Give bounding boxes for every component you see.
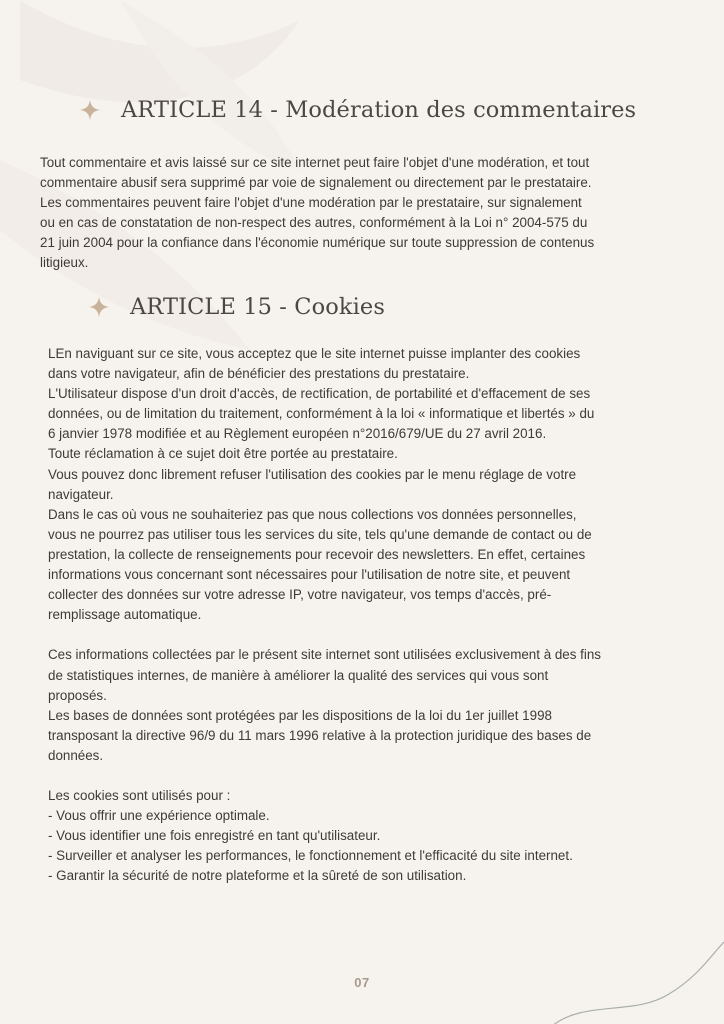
text-line: Toute réclamation à ce sujet doit être portée au prestataire. — [48, 446, 398, 462]
text-line: Tout commentaire et avis laissé sur ce site internet peut faire l'objet d'une modération, et tout — [40, 155, 590, 170]
text-line: collecter des données sur votre adresse IP, votre navigateur, vos temps d'accès, pré- — [48, 587, 552, 603]
text-line: vous ne pourrez pas utiliser tous les services du site, tels qu'une demande de contact ou de — [48, 526, 592, 542]
text-line: Les commentaires peuvent faire l'objet d'une modération par le prestataire, sur signalement — [40, 195, 582, 211]
text-line: 21 juin 2004 pour la confiance dans l'économie numérique sur toute suppression de contenus — [40, 235, 595, 251]
text-line: Ces informations collectées par le présent site internet sont utilisées exclusivement à des fins — [48, 647, 602, 663]
text-line: - Vous identifier une fois enregistré en tant qu'utilisateur. — [48, 828, 381, 844]
text-line: données, ou de limitation du traitement, conformément à la loi « informatique et libertés » du — [48, 406, 595, 422]
text-line: commentaire abusif sera supprimé par voie de signalement ou directement par le prestataire. — [40, 175, 592, 191]
article-15-body — [48, 344, 688, 887]
text-line: L'Utilisateur dispose d'un droit d'accès, de rectification, de portabilité et d'effacement de ses — [48, 386, 591, 402]
text-line: Les bases de données sont protégées par les dispositions de la loi du 1er juillet 1998 — [48, 707, 552, 723]
text-line: - Vous offrir une expérience optimale. — [48, 808, 270, 824]
text-line: dans votre navigateur, afin de bénéficier des prestations du prestataire. — [48, 366, 470, 382]
text-line: - Surveiller et analyser les performances, le fonctionnement et l'efficacité du site internet. — [48, 848, 573, 864]
text-line: Vous pouvez donc librement refuser l'utilisation des cookies par le menu réglage de votre — [48, 466, 577, 482]
paragraph-spacer — [48, 625, 688, 645]
text-line: LEn naviguant sur ce site, vous acceptez que le site internet puisse implanter des cookies — [48, 346, 581, 361]
text-line: proposés. — [48, 687, 107, 703]
text-line: Les cookies sont utilisés pour : — [48, 788, 231, 804]
text-line: informations vous concernant sont nécessaires pour l'utilisation de notre site, et peuvent — [48, 567, 571, 583]
article-14-title: ARTICLE 14 - Modération des commentaires — [121, 97, 637, 123]
article-15-title: ARTICLE 15 - Cookies — [130, 294, 385, 320]
text-line: 6 janvier 1978 modifiée et au Règlement européen n°2016/679/UE du 27 avril 2016. — [48, 426, 547, 442]
text-line: prestation, la collecte de renseignements pour recevoir des newsletters. En effet, certaines — [48, 546, 586, 562]
text-line: ou en cas de constatation de non-respect des autres, conformément à la Loi n° 2004-575 du — [40, 215, 588, 231]
article-15-heading — [88, 294, 385, 320]
text-line: - Garantir la sécurité de notre plateforme et la sûreté de son utilisation. — [48, 868, 467, 884]
article-14-heading — [79, 97, 636, 123]
text-line: remplissage automatique. — [48, 607, 202, 623]
text-line: Dans le cas où vous ne souhaiteriez pas que nous collections vos données personnelles, — [48, 506, 577, 522]
sparkle-star-icon — [88, 296, 110, 318]
paragraph-spacer — [48, 766, 688, 786]
text-line: transposant la directive 96/9 du 11 mars 1996 relative à la protection juridique des bases de — [48, 727, 592, 743]
article-14-body — [40, 153, 680, 274]
sparkle-star-icon — [79, 99, 101, 121]
text-line: données. — [48, 747, 104, 763]
text-line: litigieux. — [40, 255, 89, 271]
text-line: de statistiques internes, de manière à améliorer la qualité des services qui vous sont — [48, 667, 549, 683]
text-line: navigateur. — [48, 486, 114, 502]
page-number: 07 — [354, 975, 370, 990]
